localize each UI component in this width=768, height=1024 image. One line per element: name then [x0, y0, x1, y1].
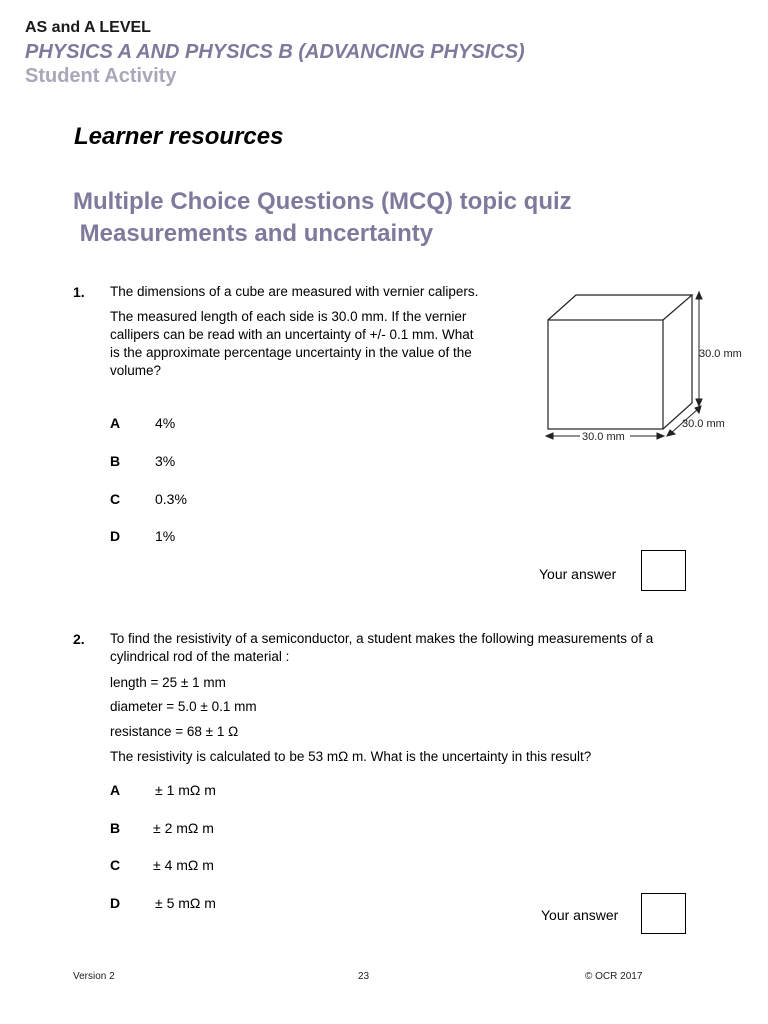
- option-c-text: ± 4 mΩ m: [153, 857, 214, 873]
- option-a-text: 4%: [155, 415, 176, 431]
- answer-box[interactable]: [641, 550, 686, 591]
- detail-line: volume?: [110, 363, 162, 378]
- header-activity: Student Activity: [25, 65, 177, 87]
- stem-line: To find the resistivity of a semiconductor, a student makes the following measurements of a: [110, 631, 654, 646]
- option-d-letter: D: [110, 895, 121, 911]
- option-c-letter: C: [110, 857, 121, 873]
- option-d-letter: D: [110, 528, 121, 544]
- question-stem: [110, 630, 653, 666]
- cube-side-face: [663, 295, 692, 429]
- option-c-letter: C: [110, 491, 121, 507]
- header-subject: PHYSICS A AND PHYSICS B (ADVANCING PHYSICS): [25, 41, 525, 63]
- your-answer-label: Your answer: [539, 566, 617, 582]
- option-b-text: 3%: [155, 453, 176, 469]
- stem-line: cylindrical rod of the material :: [110, 649, 290, 664]
- option-d-text: 1%: [155, 528, 176, 544]
- height-label: 30.0 mm: [699, 348, 742, 360]
- depth-label: 30.0 mm: [682, 418, 725, 430]
- cube-top-face: [548, 295, 692, 320]
- quiz-title: [73, 186, 572, 250]
- quiz-title-line1: Multiple Choice Questions (MCQ) topic quiz: [73, 188, 572, 215]
- option-d-text: ± 5 mΩ m: [155, 895, 216, 911]
- cube-diagram: [538, 286, 758, 451]
- option-b-letter: B: [110, 820, 121, 836]
- detail-line: The measured length of each side is 30.0 mm. If the vernier: [110, 309, 467, 324]
- question-number: 1.: [73, 284, 85, 300]
- detail-line: callipers can be read with an uncertainty of +/- 0.1 mm. What: [110, 327, 474, 342]
- your-answer-label: Your answer: [541, 907, 619, 923]
- option-a-letter: A: [110, 782, 121, 798]
- question-stem: The dimensions of a cube are measured with vernier calipers.: [110, 284, 479, 299]
- header-level: AS and A LEVEL: [25, 19, 151, 36]
- cube-front-face: [548, 320, 663, 429]
- option-a-text: ± 1 mΩ m: [155, 782, 216, 798]
- quiz-title-line2: Measurements and uncertainty: [73, 220, 434, 247]
- measurement-length: length = 25 ± 1 mm: [110, 675, 226, 690]
- question-detail: [110, 308, 474, 380]
- footer-version: Version 2: [73, 971, 115, 982]
- answer-box[interactable]: [641, 893, 686, 934]
- option-a-letter: A: [110, 415, 121, 431]
- question-prompt: The resistivity is calculated to be 53 mΩ m. What is the uncertainty in this result?: [110, 749, 592, 764]
- option-b-letter: B: [110, 453, 121, 469]
- measurement-resistance: resistance = 68 ± 1 Ω: [110, 724, 239, 739]
- question-number: 2.: [73, 631, 85, 647]
- measurement-diameter: diameter = 5.0 ± 0.1 mm: [110, 699, 257, 714]
- option-c-text: 0.3%: [155, 491, 187, 507]
- option-b-text: ± 2 mΩ m: [153, 820, 214, 836]
- detail-line: is the approximate percentage uncertainty in the value of the: [110, 345, 472, 360]
- footer-page-number: 23: [358, 971, 370, 982]
- width-label: 30.0 mm: [582, 431, 625, 443]
- footer-copyright: © OCR 2017: [585, 971, 643, 982]
- section-title: Learner resources: [74, 123, 284, 150]
